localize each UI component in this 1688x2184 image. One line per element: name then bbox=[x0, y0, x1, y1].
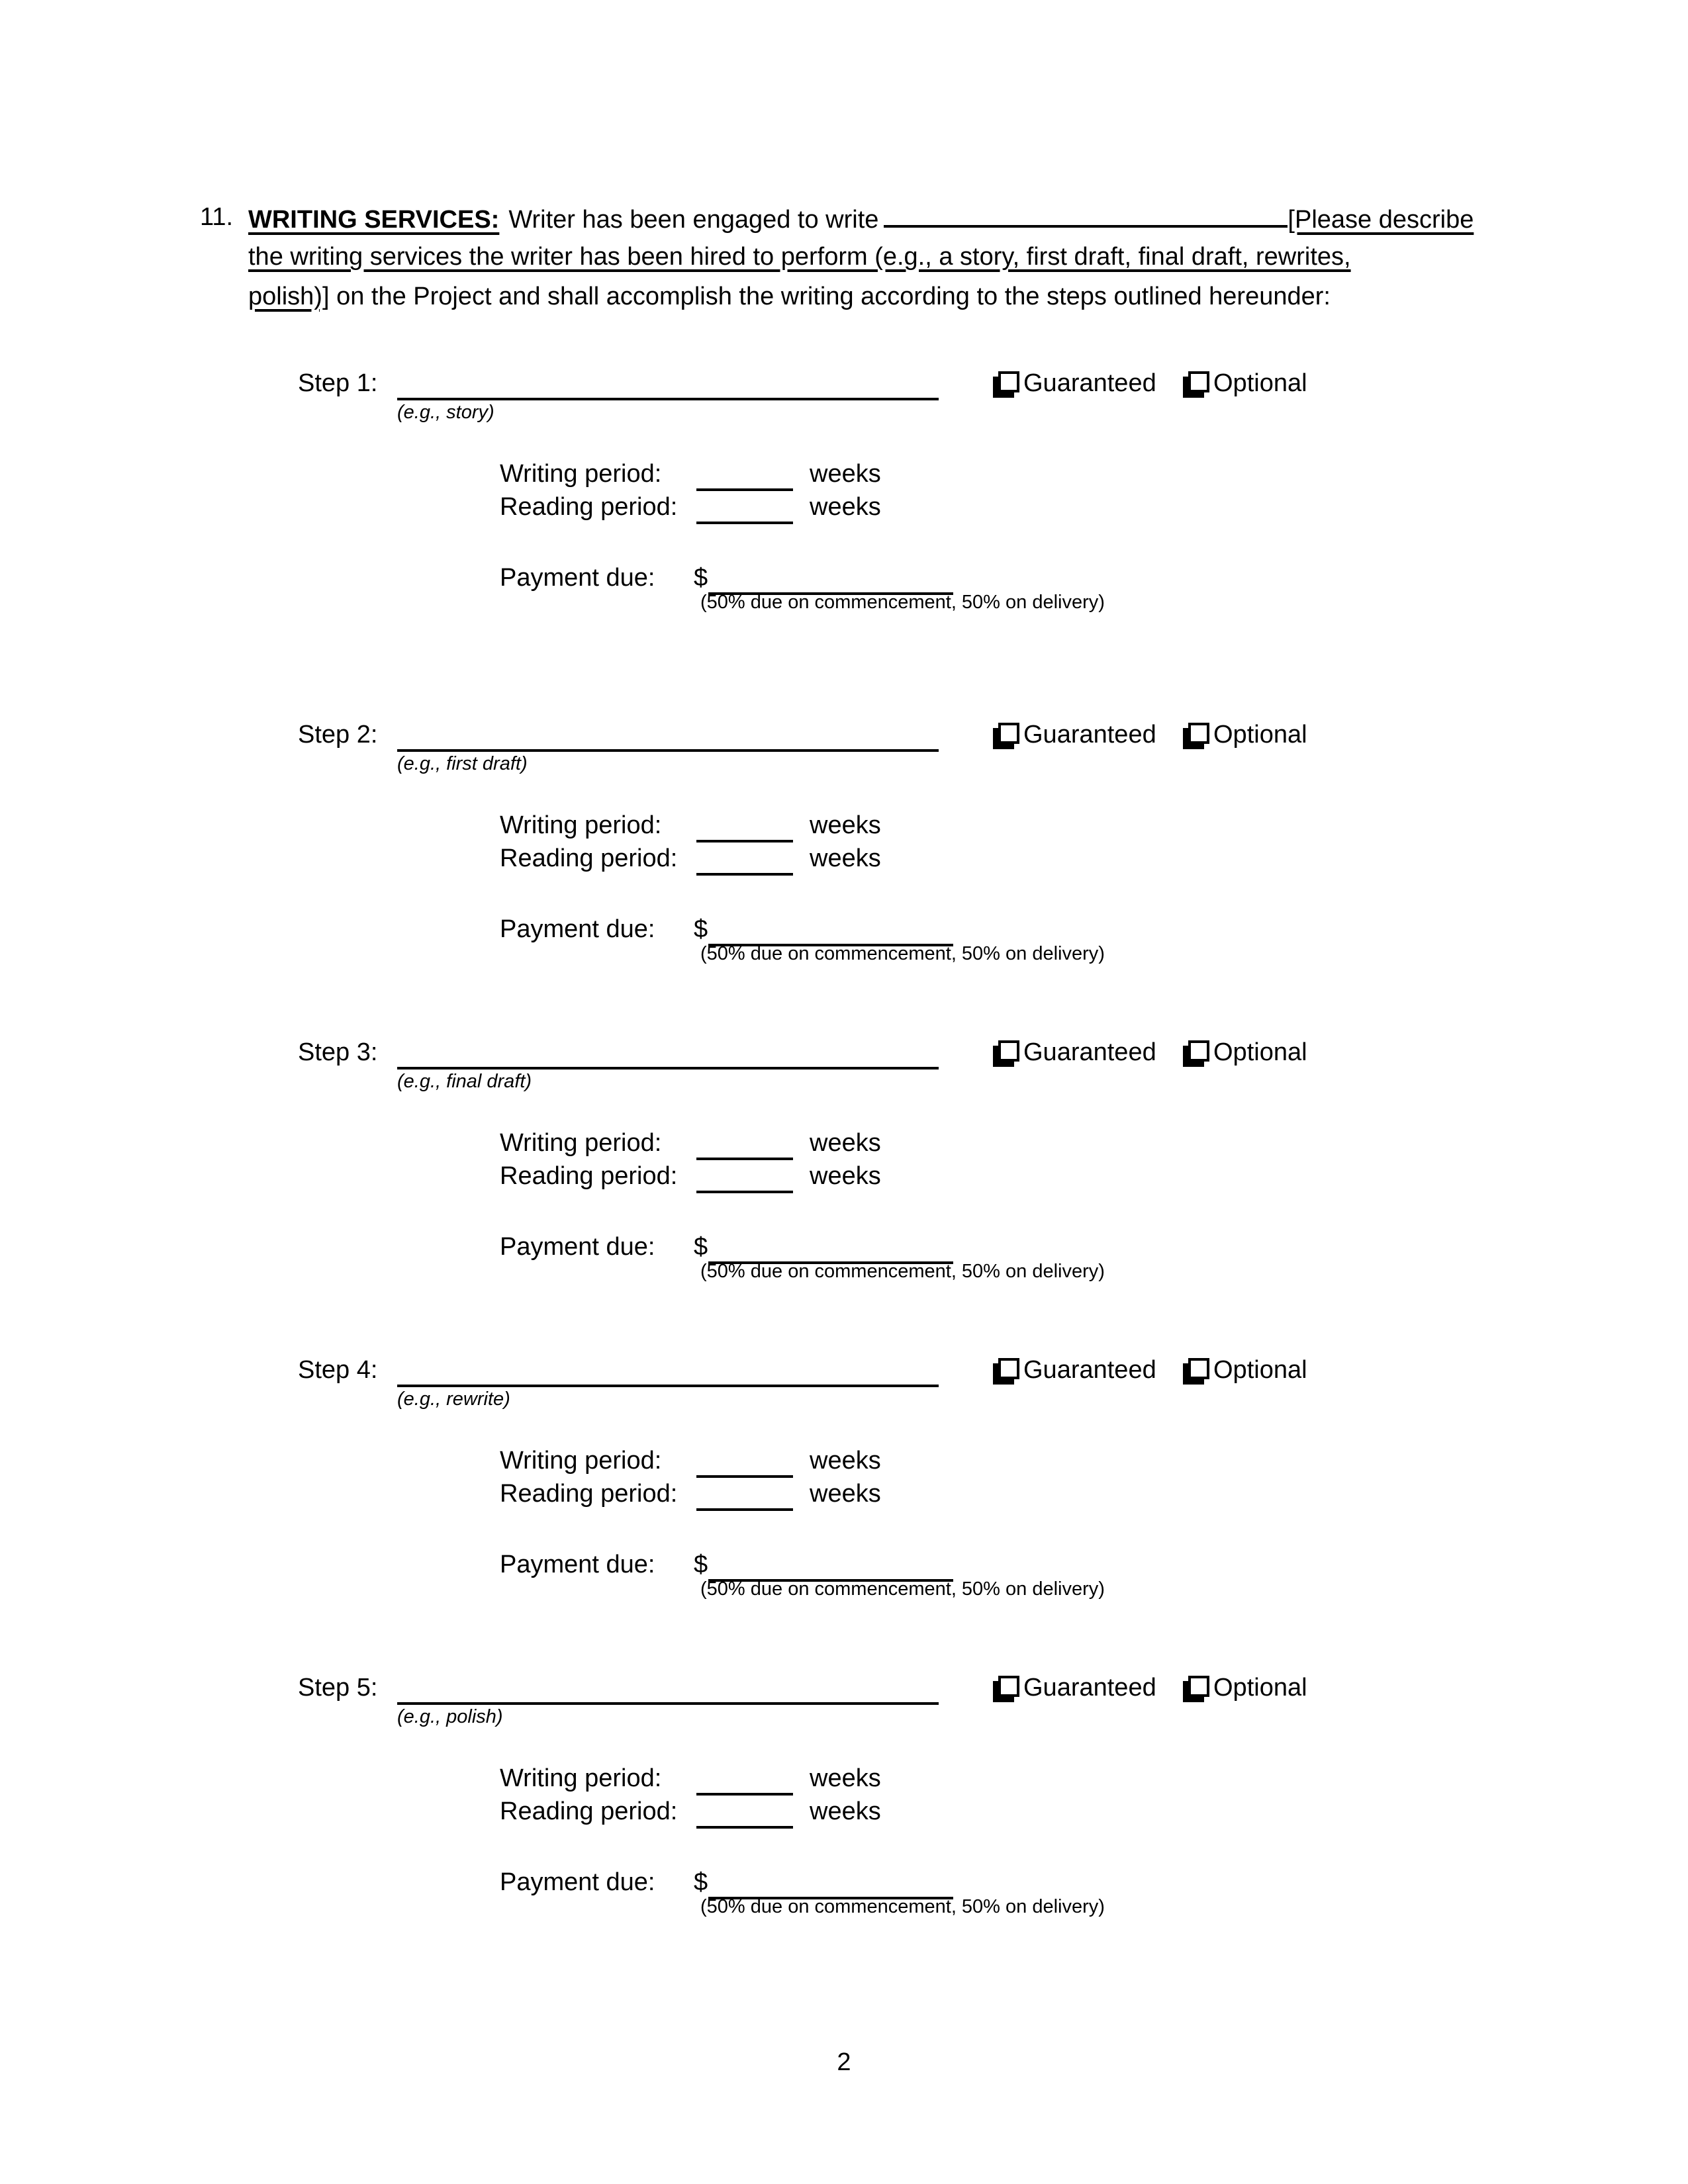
writing-period-blank[interactable] bbox=[696, 459, 793, 491]
step-block-2 bbox=[298, 719, 1456, 983]
reading-period-label: Reading period: bbox=[500, 1480, 678, 1508]
reading-period-blank[interactable] bbox=[696, 492, 793, 524]
payment-due-row bbox=[500, 1549, 708, 1580]
optional-label: Optional bbox=[1213, 1356, 1307, 1384]
optional-checkbox[interactable] bbox=[1188, 723, 1209, 744]
step-name-blank[interactable] bbox=[397, 369, 939, 400]
step-block-3 bbox=[298, 1036, 1456, 1301]
reading-period-blank[interactable] bbox=[696, 1479, 793, 1511]
weeks-label: weeks bbox=[810, 460, 881, 488]
step-title: Step 2: bbox=[298, 721, 378, 749]
payment-due-row bbox=[500, 1231, 708, 1263]
writing-period-blank[interactable] bbox=[696, 811, 793, 842]
weeks-label: weeks bbox=[810, 811, 881, 839]
reading-period-row bbox=[500, 1796, 881, 1827]
writing-period-row bbox=[500, 1762, 881, 1794]
intro-line3-text: on the Project and shall accomplish the writing according to the steps outlined hereunder: bbox=[336, 283, 1331, 310]
optional-label: Optional bbox=[1213, 369, 1307, 397]
writing-period-label: Writing period: bbox=[500, 811, 662, 839]
step-label-row bbox=[298, 1672, 1456, 1704]
intro-bracket-start: [Please describe bbox=[1288, 206, 1474, 234]
optional-checkbox[interactable] bbox=[1188, 371, 1209, 392]
dollar-sign: $ bbox=[694, 1551, 708, 1578]
example-hint: (e.g., story) bbox=[397, 402, 494, 423]
reading-period-label: Reading period: bbox=[500, 1797, 678, 1825]
guaranteed-label: Guaranteed bbox=[1023, 369, 1156, 397]
writing-period-label: Writing period: bbox=[500, 1764, 662, 1792]
guaranteed-checkbox[interactable] bbox=[998, 723, 1019, 744]
optional-checkbox[interactable] bbox=[1188, 1358, 1209, 1379]
intro-text: Writer has been engaged to write bbox=[508, 206, 879, 234]
step-block-4 bbox=[298, 1354, 1456, 1619]
section-intro bbox=[200, 197, 1572, 316]
payment-due-label: Payment due: bbox=[500, 1233, 655, 1261]
step-title: Step 3: bbox=[298, 1038, 378, 1066]
reading-period-label: Reading period: bbox=[500, 1162, 678, 1190]
optional-checkbox[interactable] bbox=[1188, 1676, 1209, 1697]
guaranteed-checkbox[interactable] bbox=[998, 1040, 1019, 1062]
weeks-label: weeks bbox=[810, 1797, 881, 1825]
example-hint: (e.g., polish) bbox=[397, 1706, 503, 1727]
example-hint: (e.g., first draft) bbox=[397, 753, 528, 774]
dollar-sign: $ bbox=[694, 1233, 708, 1261]
optional-checkbox[interactable] bbox=[1188, 1040, 1209, 1062]
weeks-label: weeks bbox=[810, 1162, 881, 1190]
guaranteed-checkbox[interactable] bbox=[998, 1358, 1019, 1379]
step-label-row bbox=[298, 367, 1456, 399]
intro-line-2 bbox=[248, 237, 1572, 277]
intro-line-1 bbox=[248, 197, 1572, 237]
payment-due-row bbox=[500, 562, 708, 594]
step-name-blank[interactable] bbox=[397, 720, 939, 752]
optional-label: Optional bbox=[1213, 721, 1307, 749]
weeks-label: weeks bbox=[810, 1129, 881, 1157]
optional-label: Optional bbox=[1213, 1038, 1307, 1066]
payment-due-label: Payment due: bbox=[500, 1868, 655, 1896]
reading-period-row bbox=[500, 1160, 881, 1192]
writing-period-row bbox=[500, 809, 881, 841]
dollar-sign: $ bbox=[694, 564, 708, 592]
reading-period-row bbox=[500, 491, 881, 523]
writing-period-row bbox=[500, 458, 881, 490]
payment-note: (50% due on commencement, 50% on delivery) bbox=[700, 1896, 1105, 1917]
writing-period-row bbox=[500, 1445, 881, 1477]
reading-period-label: Reading period: bbox=[500, 493, 678, 521]
payment-due-row bbox=[500, 1866, 708, 1898]
step-block-1 bbox=[298, 367, 1456, 632]
step-name-blank[interactable] bbox=[397, 1038, 939, 1069]
guaranteed-label: Guaranteed bbox=[1023, 1356, 1156, 1384]
intro-bracket-end: polish)] bbox=[248, 283, 330, 310]
step-title: Step 1: bbox=[298, 369, 378, 397]
weeks-label: weeks bbox=[810, 844, 881, 872]
dollar-sign: $ bbox=[694, 915, 708, 943]
reading-period-row bbox=[500, 1478, 881, 1510]
intro-line-3 bbox=[248, 277, 1572, 316]
example-hint: (e.g., rewrite) bbox=[397, 1388, 510, 1410]
example-hint: (e.g., final draft) bbox=[397, 1071, 532, 1092]
step-label-row bbox=[298, 719, 1456, 751]
weeks-label: weeks bbox=[810, 1764, 881, 1792]
writing-description-blank[interactable] bbox=[884, 197, 1288, 228]
weeks-label: weeks bbox=[810, 1447, 881, 1475]
step-block-5 bbox=[298, 1672, 1456, 1936]
payment-note: (50% due on commencement, 50% on delivery) bbox=[700, 943, 1105, 964]
section-title: WRITING SERVICES: bbox=[248, 206, 500, 234]
reading-period-blank[interactable] bbox=[696, 844, 793, 876]
payment-note: (50% due on commencement, 50% on delivery) bbox=[700, 1261, 1105, 1282]
weeks-label: weeks bbox=[810, 493, 881, 521]
payment-due-label: Payment due: bbox=[500, 1551, 655, 1578]
guaranteed-label: Guaranteed bbox=[1023, 1038, 1156, 1066]
writing-period-blank[interactable] bbox=[696, 1764, 793, 1796]
step-label-row bbox=[298, 1036, 1456, 1068]
payment-due-label: Payment due: bbox=[500, 915, 655, 943]
guaranteed-label: Guaranteed bbox=[1023, 1674, 1156, 1702]
guaranteed-checkbox[interactable] bbox=[998, 1676, 1019, 1697]
writing-period-row bbox=[500, 1127, 881, 1159]
optional-label: Optional bbox=[1213, 1674, 1307, 1702]
reading-period-blank[interactable] bbox=[696, 1797, 793, 1829]
step-name-blank[interactable] bbox=[397, 1673, 939, 1705]
payment-note: (50% due on commencement, 50% on delivery) bbox=[700, 1578, 1105, 1600]
step-label-row bbox=[298, 1354, 1456, 1386]
reading-period-label: Reading period: bbox=[500, 844, 678, 872]
guaranteed-label: Guaranteed bbox=[1023, 721, 1156, 749]
writing-period-label: Writing period: bbox=[500, 1447, 662, 1475]
page-number: 2 bbox=[837, 2048, 851, 2076]
reading-period-row bbox=[500, 842, 881, 874]
weeks-label: weeks bbox=[810, 1480, 881, 1508]
payment-due-row bbox=[500, 913, 708, 945]
reading-period-blank[interactable] bbox=[696, 1161, 793, 1193]
step-title: Step 5: bbox=[298, 1674, 378, 1702]
writing-period-label: Writing period: bbox=[500, 1129, 662, 1157]
intro-line2-text: the writing services the writer has been hired to perform (e.g., a story, first draft, final draft, rewrites, bbox=[248, 243, 1351, 271]
dollar-sign: $ bbox=[694, 1868, 708, 1896]
writing-period-blank[interactable] bbox=[696, 1128, 793, 1160]
section-number: 11. bbox=[200, 203, 234, 231]
step-title: Step 4: bbox=[298, 1356, 378, 1384]
writing-period-label: Writing period: bbox=[500, 460, 662, 488]
payment-note: (50% due on commencement, 50% on delivery) bbox=[700, 592, 1105, 613]
guaranteed-checkbox[interactable] bbox=[998, 371, 1019, 392]
payment-due-label: Payment due: bbox=[500, 564, 655, 592]
step-name-blank[interactable] bbox=[397, 1355, 939, 1387]
writing-period-blank[interactable] bbox=[696, 1446, 793, 1478]
